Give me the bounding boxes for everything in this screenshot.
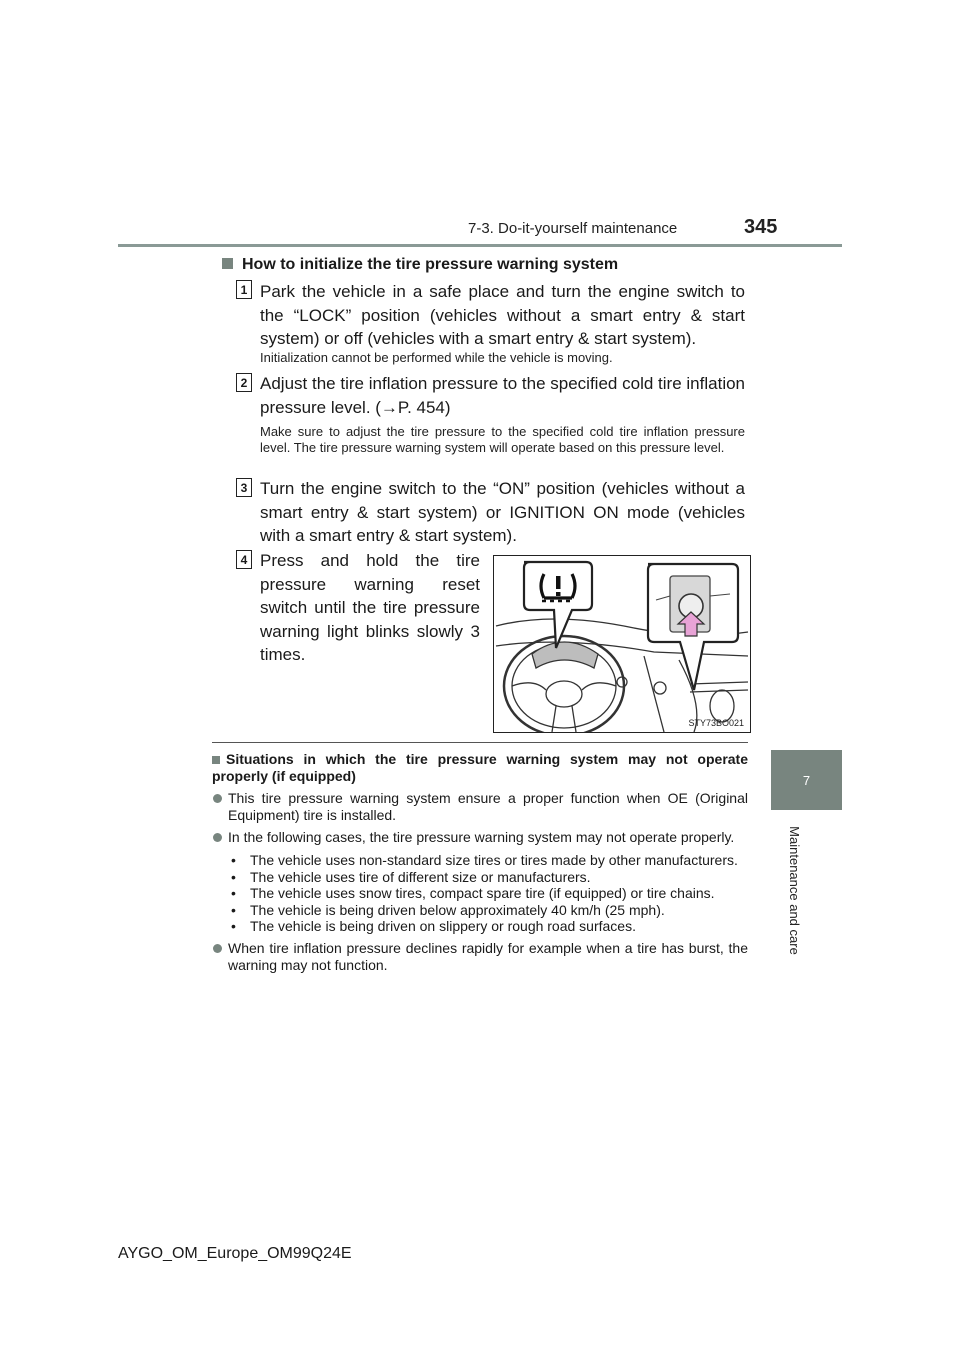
- chapter-tab: [771, 750, 842, 810]
- running-header-section: 7-3. Do-it-yourself maintenance: [468, 220, 678, 237]
- section-heading-text: How to initialize the tire pressure warning system: [242, 256, 619, 273]
- page-number: 345: [744, 216, 778, 238]
- chapter-title-vertical: [776, 815, 812, 965]
- list-item: • The vehicle uses tire of different size or manufacturers.: [231, 868, 591, 885]
- square-bullet-icon: [212, 756, 220, 764]
- list-item-text: The vehicle is being driven below approximately 40 km/h (25 mph).: [250, 901, 665, 918]
- step-1-text: Park the vehicle in a safe place and turn the engine switch to the “LOCK” position (vehicles without a smart entry & start system) or off (vehicles with a smart entry & start system).: [260, 282, 745, 348]
- list-item-text: The vehicle uses non-standard size tires or tires made by other manufacturers.: [250, 852, 738, 868]
- square-bullet-icon: [222, 258, 233, 269]
- info-bullet-3-text: When tire inflation pressure declines rapidly for example when a tire has burst, the warning may not function.: [228, 939, 748, 973]
- step-1-note: Initialization cannot be performed while the vehicle is moving.: [260, 350, 613, 365]
- list-item-text: The vehicle uses snow tires, compact spare tire (if equipped) or tire chains.: [250, 885, 715, 901]
- list-item: • The vehicle uses snow tires, compact spare tire (if equipped) or tire chains.: [231, 885, 715, 901]
- info-heading-text: Situations in which the tire pressure warning system may not operate properly (if equipped): [212, 751, 748, 784]
- info-bullet-1: [212, 790, 748, 824]
- conditions-list: [212, 852, 748, 935]
- figure-code: STY73BO021: [688, 718, 744, 728]
- info-heading: [212, 751, 748, 785]
- info-bullet-2-text: In the following cases, the tire pressure warning system may not operate properly.: [228, 829, 735, 845]
- list-item: • The vehicle is being driven on slippery or rough road surfaces.: [231, 918, 636, 934]
- chapter-number: 7: [802, 772, 811, 788]
- chapter-title: Maintenance and care: [786, 825, 802, 955]
- document-code: AYGO_OM_Europe_OM99Q24E: [118, 1245, 352, 1262]
- round-bullet-icon: [213, 794, 222, 803]
- list-item: • The vehicle uses non-standard size tires or tires made by other manufacturers.: [231, 852, 738, 868]
- header-rule: [118, 244, 842, 247]
- step-number-3: 3: [236, 478, 252, 497]
- round-bullet-icon: [213, 833, 222, 842]
- step-2-text: Adjust the tire inflation pressure to the specified cold tire inflation pressure level. (→P. 454): [260, 374, 745, 417]
- dashboard-drawing: [494, 556, 750, 732]
- step-4-text: Press and hold the tire pressure warning reset switch until the tire pressure warning light blinks slowly 3 times.: [260, 551, 480, 664]
- list-item: • The vehicle is being driven below approximately 40 km/h (25 mph).: [231, 901, 665, 918]
- info-bullet-2: [212, 829, 748, 846]
- step-3-text: Turn the engine switch to the “ON” position (vehicles without a smart entry & start system) or IGNITION ON mode (vehicles with a smart entry & start system).: [260, 479, 745, 545]
- step-number-2: 2: [236, 373, 252, 392]
- list-item-text: The vehicle uses tire of different size or manufacturers.: [250, 868, 591, 885]
- round-bullet-icon: [213, 944, 222, 953]
- info-block: [212, 751, 748, 974]
- info-bullet-1-text: This tire pressure warning system ensure a proper function when OE (Original Equipment) tire is installed.: [228, 790, 748, 823]
- step-number-4: 4: [236, 550, 252, 569]
- dashboard-illustration: [493, 555, 751, 733]
- info-bullet-3: [212, 940, 748, 974]
- step-number-1: 1: [236, 280, 252, 299]
- list-item-text: The vehicle is being driven on slippery or rough road surfaces.: [250, 918, 636, 934]
- section-heading: [222, 256, 618, 274]
- section-divider: [212, 742, 748, 743]
- step-2-note: Make sure to adjust the tire pressure to the specified cold tire inflation pressure level. The tire pressure warning system will operate based on this pressure level.: [260, 424, 745, 455]
